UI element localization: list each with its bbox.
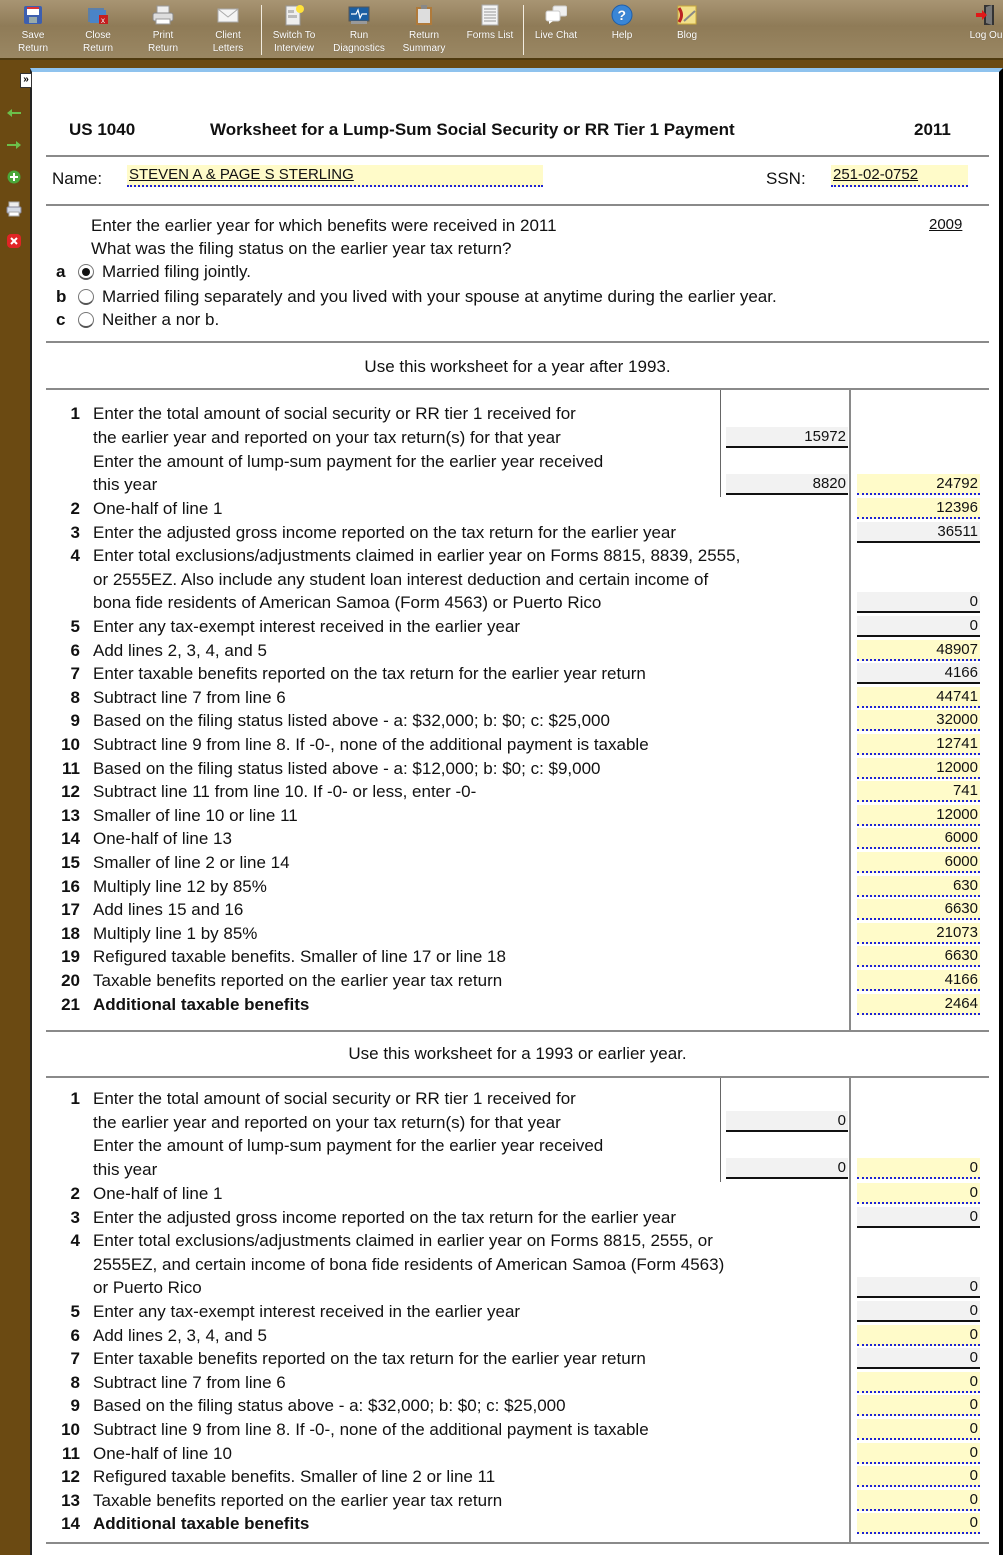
line-number: 21 bbox=[61, 994, 80, 1014]
forward-arrow-icon[interactable] bbox=[5, 136, 23, 154]
line-number: 16 bbox=[61, 876, 80, 896]
line-number: 6 bbox=[70, 1325, 80, 1345]
line-13-value-field[interactable]: 0 bbox=[857, 1490, 980, 1511]
radio-neither[interactable] bbox=[78, 312, 94, 328]
line-15-value-field[interactable]: 6000 bbox=[857, 852, 980, 873]
line-number: 2 bbox=[70, 499, 80, 518]
line-5-value-field[interactable]: 0 bbox=[857, 616, 980, 637]
line-number: 4 bbox=[70, 546, 80, 566]
help-button[interactable]: ? Help bbox=[605, 4, 639, 58]
line-text: Enter taxable benefits reported on the tax return for the earlier year return bbox=[93, 664, 646, 684]
line-number: 2 bbox=[70, 1184, 80, 1203]
filing-option-a[interactable]: a Married filing jointly. bbox=[56, 262, 251, 281]
interview-page-icon bbox=[283, 4, 305, 26]
line-7-value-field[interactable]: 4166 bbox=[857, 663, 980, 684]
form-title: Worksheet for a Lump-Sum Social Security or RR Tier 1 Payment bbox=[210, 120, 735, 139]
divider bbox=[46, 388, 989, 390]
earlier-year-prompt: Enter the earlier year for which benefits were received in 2011 bbox=[91, 216, 557, 235]
ssn-label: SSN: bbox=[766, 169, 806, 188]
line-12-value-field[interactable]: 741 bbox=[857, 781, 980, 802]
line-text: or 2555EZ. Also include any student loan interest deduction and certain income of bbox=[93, 569, 709, 589]
line-2-value-field[interactable]: 0 bbox=[857, 1183, 980, 1204]
line-number: 5 bbox=[70, 1302, 80, 1321]
filing-option-c[interactable]: c Neither a nor b. bbox=[56, 310, 220, 329]
line1-total-field[interactable]: 24792 bbox=[857, 474, 980, 495]
filing-option-b[interactable]: b Married filing separately and you lived with your spouse at anytime during the earlier year. bbox=[56, 287, 777, 306]
scroll-quill-icon bbox=[676, 4, 698, 26]
divider bbox=[46, 1076, 989, 1078]
line-8-value-field[interactable]: 0 bbox=[857, 1372, 980, 1393]
taxpayer-name-field[interactable]: STEVEN A & PAGE S STERLING bbox=[127, 165, 543, 187]
line-number: 11 bbox=[62, 758, 80, 778]
line-number: 20 bbox=[61, 971, 80, 990]
line-number: 4 bbox=[70, 1231, 80, 1251]
line-21-value-field[interactable]: 2464 bbox=[857, 994, 980, 1015]
forms-list-button[interactable]: Forms List bbox=[462, 4, 518, 58]
ssn-field[interactable]: 251-02-0752 bbox=[831, 165, 968, 187]
line-number: 15 bbox=[61, 853, 80, 872]
line-text: One-half of line 1 bbox=[93, 499, 223, 518]
line-text: Add lines 2, 3, 4, and 5 bbox=[93, 640, 267, 660]
line-20-value-field[interactable]: 4166 bbox=[857, 970, 980, 991]
column-rule bbox=[720, 390, 721, 497]
print-return-button[interactable]: Print Return bbox=[143, 4, 183, 58]
line-text: Subtract line 7 from line 6 bbox=[93, 1372, 286, 1392]
floppy-disk-icon bbox=[22, 4, 44, 26]
line-text: Based on the filing status listed above - a: $12,000; b: $0; c: $9,000 bbox=[93, 758, 601, 778]
form-id: US 1040 bbox=[69, 120, 136, 139]
line-text: One-half of line 10 bbox=[93, 1443, 232, 1463]
help-icon bbox=[611, 4, 633, 26]
line-number: 18 bbox=[61, 923, 80, 943]
line-number: 3 bbox=[70, 522, 80, 542]
line-12-value-field[interactable]: 0 bbox=[857, 1466, 980, 1487]
clipboard-icon bbox=[413, 4, 435, 26]
line-text: bona fide residents of American Samoa (Form 4563) or Puerto Rico bbox=[93, 593, 602, 613]
blog-button[interactable]: Blog bbox=[670, 4, 704, 58]
line-text: Taxable benefits reported on the earlier year tax return bbox=[93, 1490, 503, 1510]
line-number: 13 bbox=[61, 805, 80, 825]
line1-lump-sum-field[interactable]: 8820 bbox=[726, 474, 848, 495]
line-16-value-field[interactable]: 630 bbox=[857, 876, 980, 897]
line-number: 6 bbox=[70, 640, 80, 660]
save-return-button[interactable]: Save Return bbox=[14, 4, 52, 58]
divider bbox=[46, 1030, 989, 1032]
line-4-value-field[interactable]: 0 bbox=[857, 1277, 980, 1298]
line-9-value-field[interactable]: 0 bbox=[857, 1395, 980, 1416]
section-heading-1993-or-earlier: Use this worksheet for a 1993 or earlier year. bbox=[348, 1044, 687, 1063]
line-3-value-field[interactable]: 36511 bbox=[857, 522, 980, 543]
delete-icon[interactable] bbox=[5, 232, 23, 250]
line-text: Refigured taxable benefits. Smaller of line 2 or line 11 bbox=[93, 1467, 496, 1487]
line-text: Enter the adjusted gross income reported on the tax return for the earlier year bbox=[93, 1207, 677, 1227]
line-number: 14 bbox=[61, 829, 80, 849]
line-10-value-field[interactable]: 0 bbox=[857, 1419, 980, 1440]
worksheet-form: US 1040 Worksheet for a Lump-Sum Social Security or RR Tier 1 Payment 2011 Name: STEVEN A & PAGE S STERLING SSN: 251-02-0752 Enter the earlier year for which benefits were received in 2011 2009 What was the filing status on the earlier year tax return? a Married filing jointly. b Married filing separately and you lived with your spouse at anytime during the earlier year. c Neither a nor b. Use this worksheet for a year after 1993. 1 Enter the total amount of social security or RR tier 1 received for the earlier year and reported on your tax return(s) for that year 15972 Enter the amount of lump-sum payment for the earlier year received this year 8820 24792 2 One-half of line 1 12396 3 Enter the adjusted gross income reported on the tax return for the earlier year 36511 4 Enter total exclusions/adjustments claimed in earlier year on Forms 8815, 8839, 2555, or 2555EZ. Also include any student loan interest deduction and certain income of bona fide residents of American Samoa (Form 4563) or Puerto Rico 0 5 Enter any tax-exempt interest received in the earlier year 0 6 Add lines 2, 3, 4, and 5 48907 7 Enter taxable benefits reported on the tax return for the earlier year return 4166 8 Subtract line 7 from line 6 44741 9 Based on the filing status listed above - a: $32,000; b: $0; c: $25,000 32000 10 Subtract line 9 from line 8. If -0-, none of the additional payment is taxable 12741 11 Based on the filing status listed above - a: $12,000; b: $0; c: $9,000 12000 12 Subtract line 11 from line 10. If -0- or less, enter -0- 741 13 Smaller of line 10 or line 11 12000 14 One-half of line 13 6000 15 Smaller of line 2 or line 14 6000 16 Multiply line 12 by 85% 630 17 Add lines 15 and 16 6630 18 Multiply line 1 by 85% 21073 19 Refigured taxable benefits. Smaller of line 17 or line 18 6630 20 Taxable benefits reported on the earlier year tax return 4166 21 Additional taxable benefits 2464 Use this worksheet for a 1993 or earlier year. 1 Enter the total amount of social security or RR tier 1 received for the earlier year and reported on your tax return(s) for that year 0 Enter the amount of lump-sum payment for the earlier year received this year 0 0 2 One-half of line 1 0 3 Enter the adjusted gross income reported on the tax return for the earlier year 0 4 Enter total exclusions/adjustments claimed in earlier year on Forms 8815, 2555, or 2555EZ, and certain income of bona fide residents of American Samoa (Form 4563) or Puerto Rico 0 5 Enter any tax-exempt interest received in the earlier year 0 6 Add lines 2, 3, 4, and 5 0 7 Enter taxable benefits reported on the tax return for the earlier year return 0 8 Subtract line 7 from line 6 0 9 Based on the filing status above - a: $32,000; b: $0; c: $25,000 0 10 Subtract line 9 from line 8. If -0-, none of the additional payment is taxable 0 11 One-half of line 10 0 12 Refigured taxable benefits. Smaller of line 2 or line 11 0 13 Taxable benefits reported on the earlier year tax return 0 14 Additional taxable benefits 0 bbox=[32, 72, 999, 1555]
line-18-value-field[interactable]: 21073 bbox=[857, 923, 980, 944]
line-11-value-field[interactable]: 0 bbox=[857, 1443, 980, 1464]
radio-married-separately[interactable] bbox=[78, 289, 94, 305]
expand-panel-button[interactable]: » bbox=[20, 73, 32, 88]
line-text: Enter total exclusions/adjustments claimed in earlier year on Forms 8815, 2555, or bbox=[93, 1231, 713, 1251]
svg-text:?: ? bbox=[617, 7, 627, 23]
line-text: Additional taxable benefits bbox=[93, 994, 310, 1014]
line-6-value-field[interactable]: 0 bbox=[857, 1325, 980, 1346]
line-text: Multiply line 1 by 85% bbox=[93, 923, 258, 943]
column-rule bbox=[849, 390, 851, 1030]
log-out-button[interactable]: Log Ou bbox=[966, 4, 1003, 58]
line-number: 9 bbox=[70, 1396, 80, 1416]
left-sidebar bbox=[0, 62, 30, 1555]
line-text: Based on the filing status above - a: $32,000; b: $0; c: $25,000 bbox=[93, 1396, 566, 1416]
back-arrow-icon[interactable] bbox=[5, 104, 23, 122]
line-number: 14 bbox=[61, 1514, 80, 1534]
line-number: 10 bbox=[61, 1420, 80, 1439]
line-text: Multiply line 12 by 85% bbox=[93, 876, 267, 896]
line-3-value-field[interactable]: 0 bbox=[857, 1207, 980, 1228]
line-5-value-field[interactable]: 0 bbox=[857, 1301, 980, 1322]
line-number: 19 bbox=[61, 947, 80, 967]
divider bbox=[46, 1542, 989, 1544]
logout-door-icon bbox=[975, 4, 997, 26]
svg-text:x: x bbox=[101, 16, 105, 25]
line-text: Enter total exclusions/adjustments claimed in earlier year on Forms 8815, 8839, 2555, bbox=[93, 546, 741, 566]
print-icon[interactable] bbox=[5, 200, 23, 218]
line-number: 7 bbox=[70, 1349, 80, 1369]
line-text: Refigured taxable benefits. Smaller of line 17 or line 18 bbox=[93, 947, 506, 967]
line-14-value-field[interactable]: 6000 bbox=[857, 828, 980, 849]
line-number: 7 bbox=[70, 664, 80, 684]
line-text: Smaller of line 10 or line 11 bbox=[93, 805, 298, 825]
line-17-value-field[interactable]: 6630 bbox=[857, 899, 980, 920]
line-text: Based on the filing status listed above - a: $32,000; b: $0; c: $25,000 bbox=[93, 711, 610, 731]
list-page-icon bbox=[479, 4, 501, 26]
line1-ss-received-field[interactable]: 15972 bbox=[726, 427, 848, 448]
line-text: Taxable benefits reported on the earlier year tax return bbox=[93, 971, 503, 990]
close-folder-icon bbox=[87, 4, 109, 26]
line-text: Subtract line 7 from line 6 bbox=[93, 687, 286, 707]
line-10-value-field[interactable]: 12741 bbox=[857, 734, 980, 755]
section-heading-after-1993: Use this worksheet for a year after 1993. bbox=[364, 357, 671, 376]
divider bbox=[46, 341, 989, 343]
line-text: Enter taxable benefits reported on the tax return for the earlier year return bbox=[93, 1349, 646, 1369]
line-text: Enter any tax-exempt interest received in the earlier year bbox=[93, 1302, 521, 1321]
line-13-value-field[interactable]: 12000 bbox=[857, 805, 980, 826]
line-number: 8 bbox=[70, 687, 80, 707]
line1-ss-received-field-pre1993[interactable]: 0 bbox=[726, 1111, 848, 1132]
line-text: Subtract line 11 from line 10. If -0- or less, enter -0- bbox=[93, 782, 477, 802]
filing-status-prompt: What was the filing status on the earlier year tax return? bbox=[91, 239, 512, 258]
line-text: Smaller of line 2 or line 14 bbox=[93, 853, 290, 872]
line-number: 13 bbox=[61, 1490, 80, 1510]
line-text: Add lines 2, 3, 4, and 5 bbox=[93, 1325, 267, 1345]
line-text: 2555EZ, and certain income of bona fide residents of American Samoa (Form 4563) bbox=[93, 1254, 725, 1274]
earlier-year-field[interactable]: 2009 bbox=[929, 216, 963, 233]
main-toolbar bbox=[0, 0, 1003, 60]
toolbar-separator bbox=[523, 5, 524, 55]
line-19-value-field[interactable]: 6630 bbox=[857, 946, 980, 967]
add-icon[interactable] bbox=[5, 168, 23, 186]
return-summary-button[interactable]: Return Summary bbox=[400, 4, 448, 58]
tax-year: 2011 bbox=[914, 120, 951, 139]
line-8-value-field[interactable]: 44741 bbox=[857, 687, 980, 708]
line-text: Add lines 15 and 16 bbox=[93, 900, 244, 920]
line-7-value-field[interactable]: 0 bbox=[857, 1348, 980, 1369]
line-number: 8 bbox=[70, 1372, 80, 1392]
line-6-value-field[interactable]: 48907 bbox=[857, 640, 980, 661]
line-text: One-half of line 13 bbox=[93, 829, 232, 849]
live-chat-button[interactable]: Live Chat bbox=[532, 4, 580, 58]
line-number: 17 bbox=[61, 900, 80, 920]
line-text: Additional taxable benefits bbox=[93, 1514, 310, 1534]
column-rule bbox=[720, 1078, 721, 1182]
column-rule bbox=[849, 1078, 851, 1542]
line-number: 11 bbox=[62, 1443, 80, 1463]
line-text: Enter any tax-exempt interest received in the earlier year bbox=[93, 617, 521, 636]
line-11-value-field[interactable]: 12000 bbox=[857, 758, 980, 779]
line-number: 12 bbox=[61, 782, 80, 802]
line-number: 5 bbox=[70, 617, 80, 636]
line-number: 3 bbox=[70, 1207, 80, 1227]
line-4-value-field[interactable]: 0 bbox=[857, 592, 980, 613]
line1-lump-sum-field-pre1993[interactable]: 0 bbox=[726, 1158, 848, 1179]
diagnostics-monitor-icon bbox=[348, 4, 370, 26]
envelope-icon bbox=[217, 4, 239, 26]
divider bbox=[46, 204, 989, 206]
line-text: Enter the adjusted gross income reported on the tax return for the earlier year bbox=[93, 522, 677, 542]
line-14-value-field[interactable]: 0 bbox=[857, 1513, 980, 1534]
divider bbox=[46, 155, 989, 157]
switch-to-interview-button[interactable]: Switch To Interview bbox=[268, 4, 320, 58]
client-letters-button[interactable]: Client Letters bbox=[208, 4, 248, 58]
name-label: Name: bbox=[52, 169, 103, 188]
line-text: or Puerto Rico bbox=[93, 1278, 202, 1298]
line-number: 10 bbox=[61, 735, 80, 754]
line-number: 9 bbox=[70, 711, 80, 731]
line-number: 12 bbox=[61, 1467, 80, 1487]
chat-bubbles-icon bbox=[545, 4, 567, 26]
line-9-value-field[interactable]: 32000 bbox=[857, 710, 980, 731]
radio-married-jointly[interactable] bbox=[78, 264, 94, 280]
printer-icon bbox=[152, 4, 174, 26]
toolbar-separator bbox=[261, 5, 262, 55]
line-text: Subtract line 9 from line 8. If -0-, none of the additional payment is taxable bbox=[93, 735, 649, 754]
run-diagnostics-button[interactable]: Run Diagnostics bbox=[330, 4, 388, 58]
line-text: One-half of line 1 bbox=[93, 1184, 223, 1203]
form-panel bbox=[30, 68, 1003, 1555]
line-text: Subtract line 9 from line 8. If -0-, none of the additional payment is taxable bbox=[93, 1420, 649, 1439]
line-2-value-field[interactable]: 12396 bbox=[857, 498, 980, 519]
line1-total-field-pre1993[interactable]: 0 bbox=[857, 1158, 980, 1179]
close-return-button[interactable]: x Close Return bbox=[78, 4, 118, 58]
